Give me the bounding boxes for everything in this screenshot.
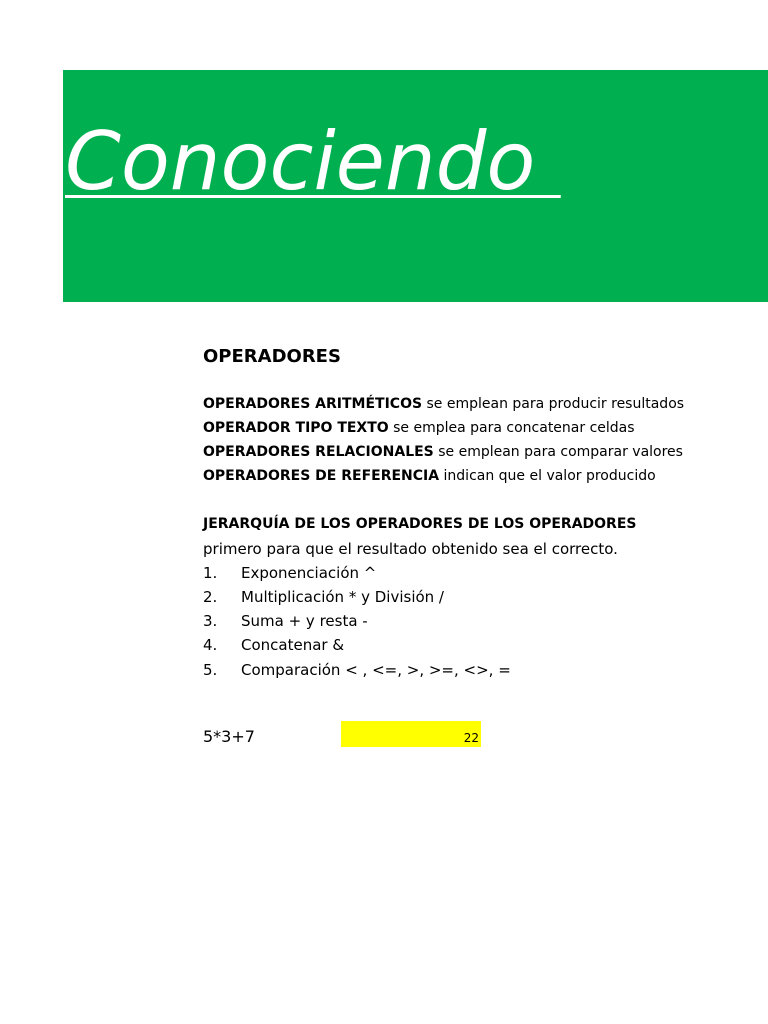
hierarchy-intro: primero para que el resultado obtenido sea el correcto. [203,540,618,558]
operator-line-arithmetic [203,394,685,414]
operator-term: OPERADOR TIPO TEXTO [203,420,389,436]
operator-description: se emplean para producir resultados [422,396,685,412]
list-number: 1. [203,564,218,582]
list-item [203,563,376,583]
operator-term: OPERADORES RELACIONALES [203,444,434,460]
list-number: 3. [203,612,218,630]
example-expression: 5*3+7 [203,727,255,746]
list-text: Exponenciación ^ [241,564,377,582]
operator-term: OPERADORES ARITMÉTICOS [203,396,423,412]
operator-term: OPERADORES DE REFERENCIA [203,468,440,484]
result-value: 22 [463,731,479,745]
operator-description: indican que el valor producido [439,468,656,484]
list-item [203,611,368,631]
list-item [203,660,511,680]
list-text: Suma + y resta - [241,612,368,630]
operator-line-text [203,418,635,438]
operator-line-relational [203,442,683,462]
section-title: OPERADORES [203,346,341,367]
operator-description: se emplea para concatenar celdas [388,420,635,436]
main-content [203,0,685,1024]
list-number: 2. [203,588,218,606]
hierarchy-title: JERARQUÍA DE LOS OPERADORES DE LOS OPERADORES [203,516,637,532]
list-item [203,587,444,607]
list-text: Comparación < , <=, >, >=, <>, = [241,661,511,679]
list-text: Concatenar & [241,636,345,654]
result-cell[interactable] [341,721,481,747]
list-text: Multiplicación * y División / [241,588,444,606]
operator-description: se emplean para comparar valores [433,444,683,460]
operator-line-reference [203,466,656,486]
list-number: 5. [203,661,218,679]
banner-title: Conociendo [65,115,561,208]
list-number: 4. [203,636,218,654]
list-item [203,635,344,655]
